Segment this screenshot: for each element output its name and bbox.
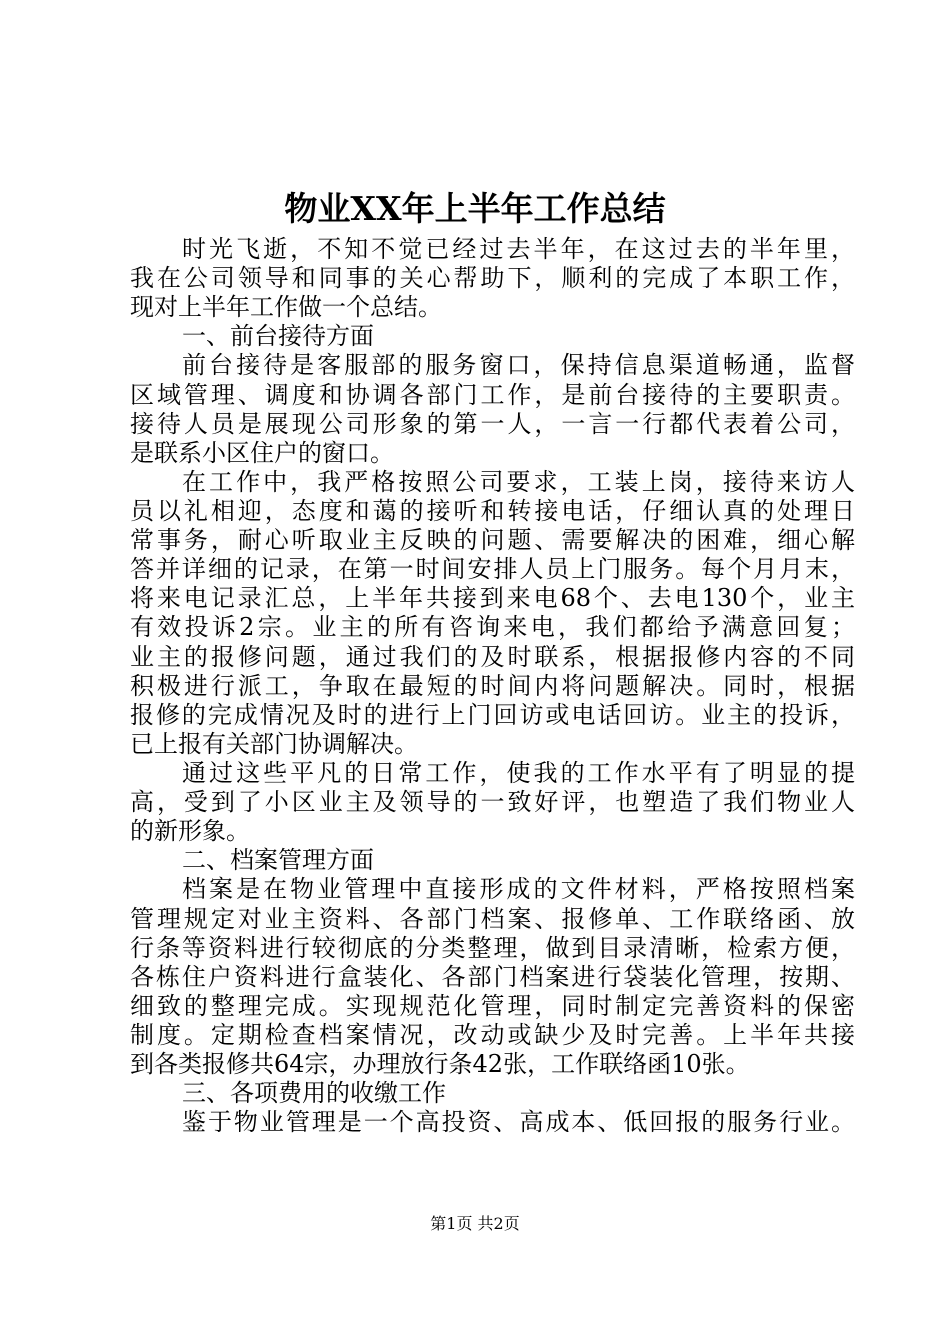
text-line: 报修的完成情况及时的进行上门回访或电话回访。业主的投诉， — [130, 700, 855, 729]
text-line: 一、前台接待方面 — [182, 322, 374, 351]
text-line: 时光飞逝，不知不觉已经过去半年，在这过去的半年里， — [182, 235, 855, 263]
text-line: 在工作中，我严格按照公司要求，工装上岗，接待来访人 — [182, 467, 855, 496]
text-line: 档案是在物业管理中直接形成的文件材料，严格按照档案 — [182, 875, 855, 904]
text-line: 管理规定对业主资料、各部门档案、报修单、工作联络函、放 — [130, 904, 855, 933]
document-body — [130, 235, 855, 1137]
text-line: 制度。定期检查档案情况，改动或缺少及时完善。上半年共接 — [130, 1020, 855, 1049]
text-line: 前台接待是客服部的服务窗口，保持信息渠道畅通，监督 — [182, 351, 855, 380]
text-line: 行条等资料进行较彻底的分类整理，做到目录清晰，检索方便， — [130, 933, 855, 962]
text-line: 的新形象。 — [130, 817, 250, 846]
text-line: 鉴于物业管理是一个高投资、高成本、低回报的服务行业。 — [182, 1108, 855, 1137]
text-line: 将来电记录汇总，上半年共接到来电68个、去电130个，业主 — [130, 584, 855, 613]
text-line: 积极进行派工，争取在最短的时间内将问题解决。同时，根据 — [130, 671, 855, 700]
text-line: 我在公司领导和同事的关心帮助下，顺利的完成了本职工作， — [130, 264, 855, 293]
text-line: 有效投诉2宗。业主的所有咨询来电，我们都给予满意回复； — [130, 613, 855, 642]
text-line: 现对上半年工作做一个总结。 — [130, 293, 442, 322]
text-line: 细致的整理完成。实现规范化管理，同时制定完善资料的保密 — [130, 991, 855, 1020]
text-line: 通过这些平凡的日常工作，使我的工作水平有了明显的提 — [182, 758, 855, 787]
text-line: 答并详细的记录，在第一时间安排人员上门服务。每个月月末， — [130, 555, 855, 584]
text-line: 到各类报修共64宗，办理放行条42张，工作联络函10张。 — [130, 1050, 750, 1079]
document-title: 物业XX年上半年工作总结 — [284, 189, 666, 228]
text-line: 区域管理、调度和协调各部门工作，是前台接待的主要职责。 — [130, 380, 855, 409]
text-line: 二、档案管理方面 — [182, 846, 374, 875]
text-line: 员以礼相迎，态度和蔼的接听和转接电话，仔细认真的处理日 — [130, 496, 855, 525]
text-line: 是联系小区住户的窗口。 — [130, 438, 394, 467]
text-line: 接待人员是展现公司形象的第一人，一言一行都代表着公司， — [130, 409, 855, 438]
page-footer: 第1页 共2页 — [430, 1214, 520, 1233]
text-line: 已上报有关部门协调解决。 — [130, 729, 418, 758]
text-line: 常事务，耐心听取业主反映的问题、需要解决的困难，细心解 — [130, 526, 855, 555]
text-line: 各栋住户资料进行盒装化、各部门档案进行袋装化管理，按期、 — [130, 962, 855, 991]
text-line: 三、各项费用的收缴工作 — [182, 1079, 446, 1108]
text-line: 高，受到了小区业主及领导的一致好评，也塑造了我们物业人 — [130, 788, 855, 817]
text-line: 业主的报修问题，通过我们的及时联系，根据报修内容的不同 — [130, 642, 855, 671]
